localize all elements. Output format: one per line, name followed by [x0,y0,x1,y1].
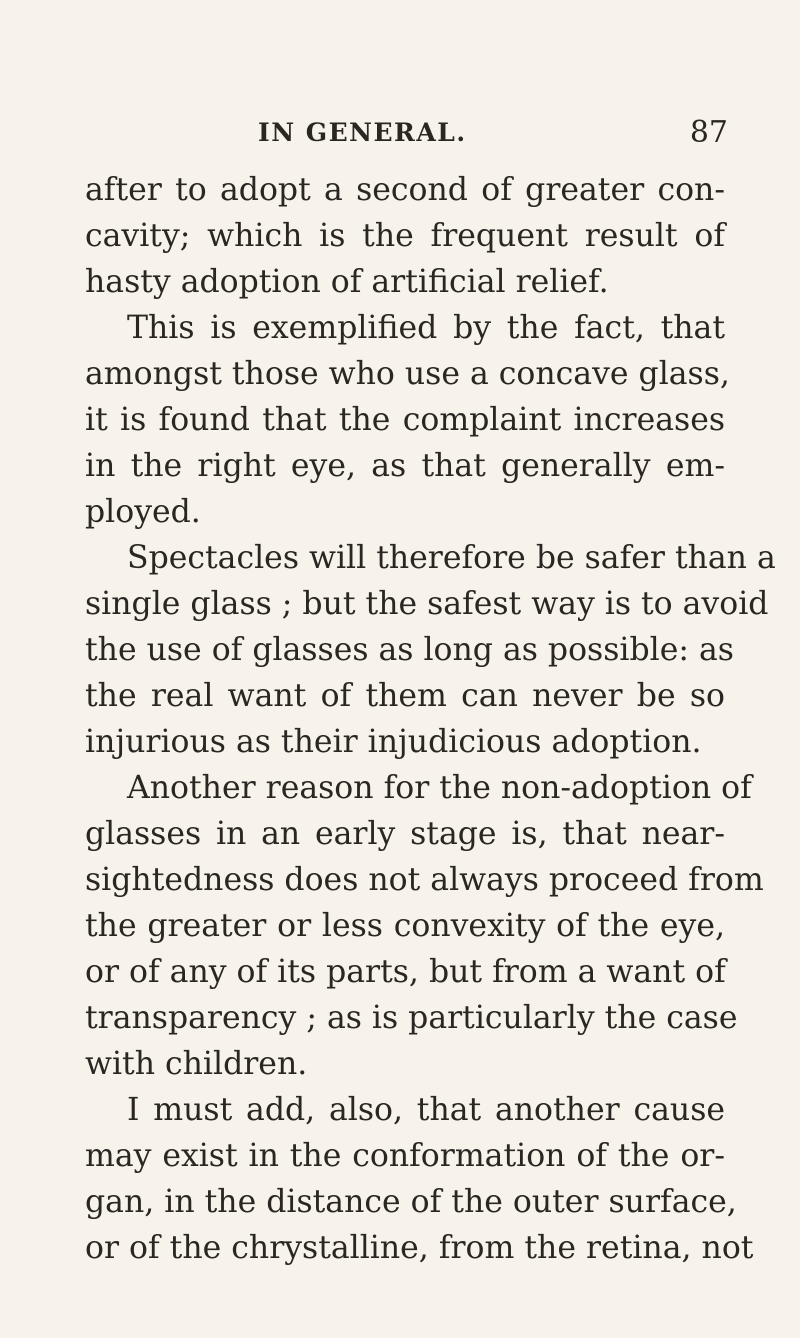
text-line: amongst those who use a concave glass, [85,356,730,392]
text-line: or of the chrystalline, from the retina, not [85,1230,754,1266]
text-line: transparency ; as is particularly the case [85,1000,738,1036]
text-line: in the right eye, as that generally em- [85,448,725,484]
text-line: ployed. [85,494,201,530]
text-line: This is exemplified by the fact, that [127,310,725,346]
text-line: single glass ; but the safest way is to avoid [85,586,769,622]
text-line: I must add, also, that another cause [127,1092,725,1128]
text-line: the use of glasses as long as possible: as [85,632,734,668]
text-line: injurious as their injudicious adoption. [85,724,702,760]
text-line: the real want of them can never be so [85,678,725,714]
text-line: glasses in an early stage is, that near- [85,816,725,852]
text-line: it is found that the complaint increases [85,402,725,438]
text-line: gan, in the distance of the outer surface, [85,1184,737,1220]
text-line: or of any of its parts, but from a want of [85,954,726,990]
text-line: the greater or less convexity of the eye, [85,908,725,944]
page-number: 87 [689,115,728,150]
text-line: after to adopt a second of greater con- [85,172,725,208]
text-line: may exist in the conformation of the or- [85,1138,725,1174]
page-header [258,115,728,158]
text-line: cavity; which is the frequent result of [85,218,725,254]
running-head: IN GENERAL. [258,118,467,147]
text-line: hasty adoption of artificial relief. [85,264,609,300]
text-line: sightedness does not always proceed from [85,862,764,898]
text-line: with children. [85,1046,308,1082]
text-line: Another reason for the non-adoption of [127,770,752,806]
text-line: Spectacles will therefore be safer than a [127,540,776,576]
